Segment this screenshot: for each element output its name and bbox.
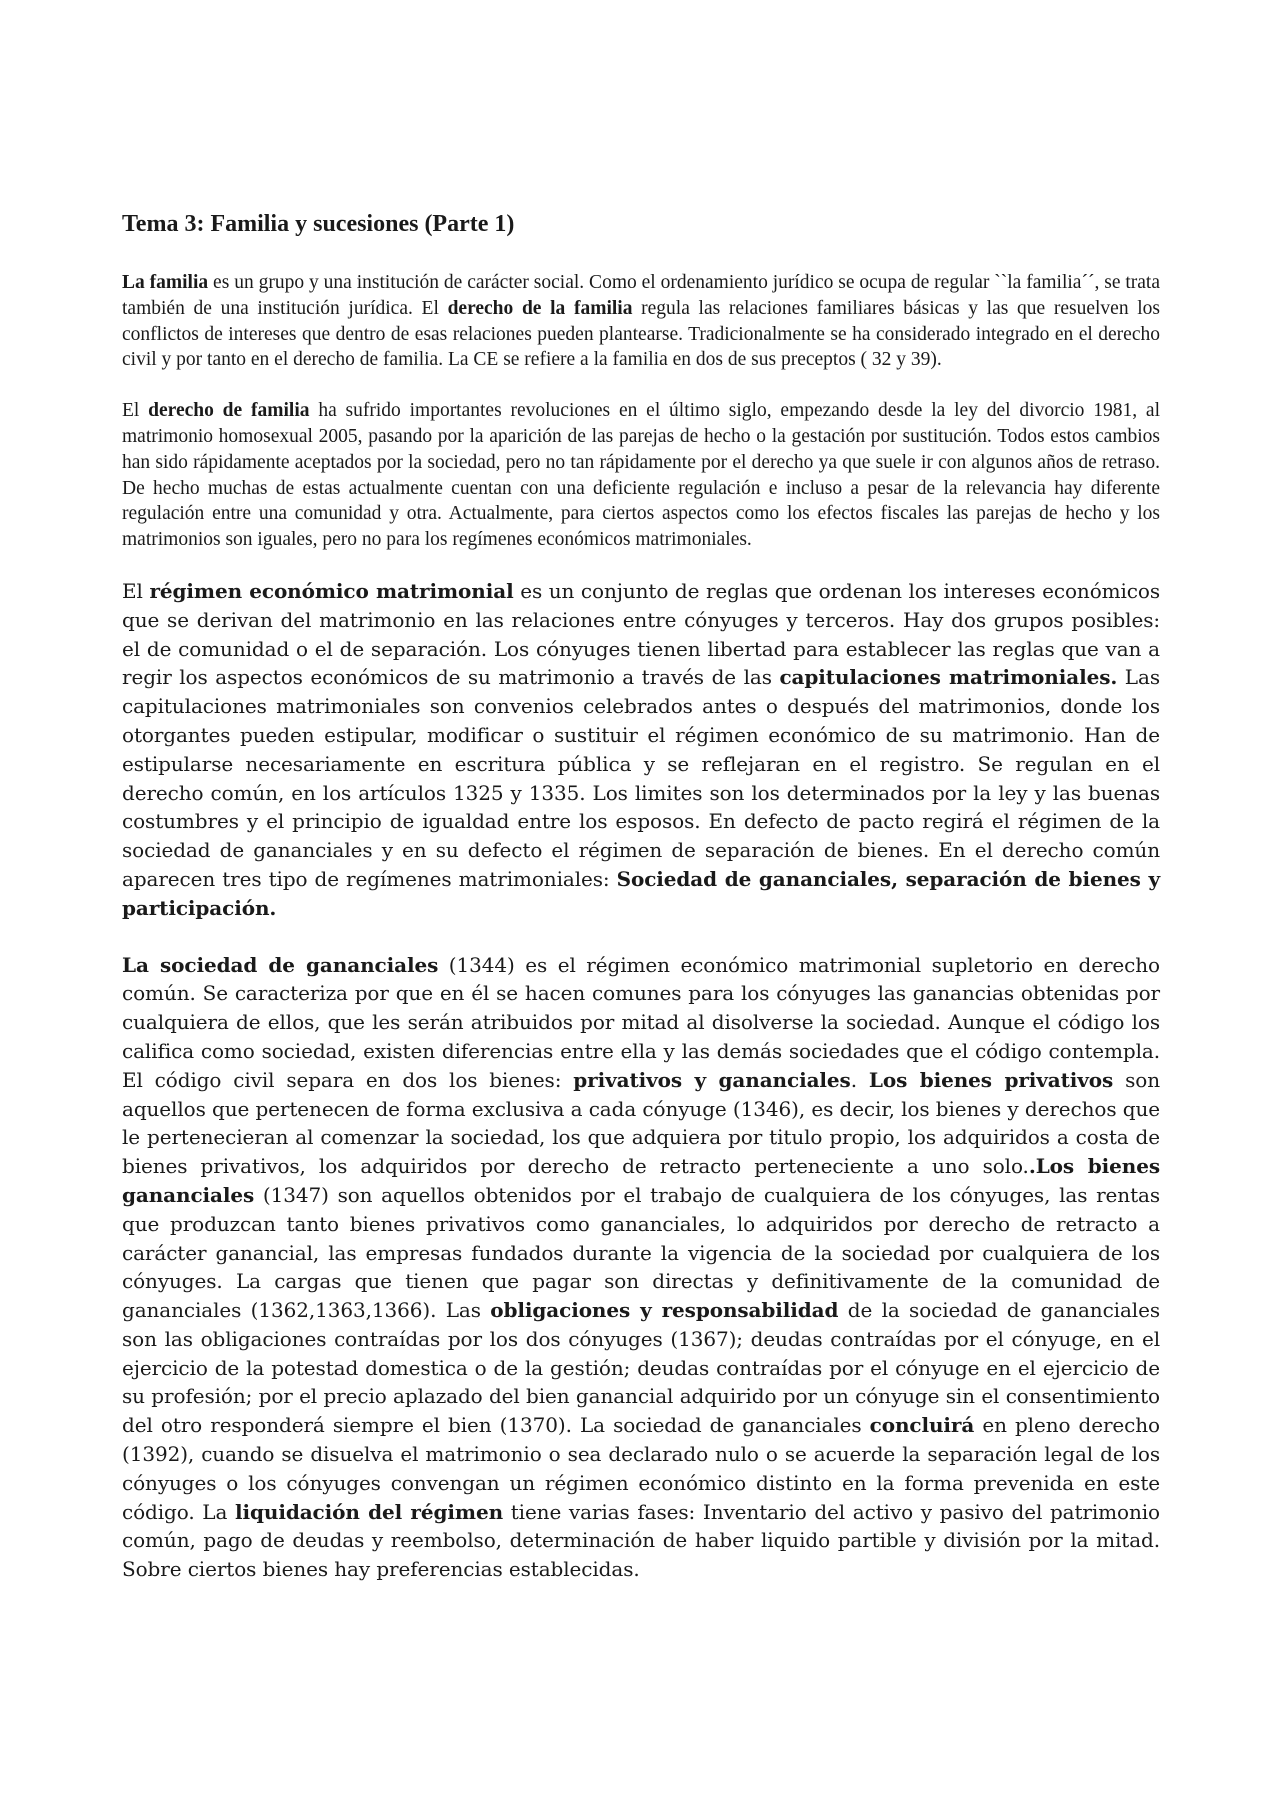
document-body [122, 206, 1160, 1584]
bold-term: derecho de la familia [447, 297, 633, 319]
text-run: . [850, 1067, 869, 1092]
bold-term: Sociedad de gananciales, separación de bienes y participación. [122, 866, 1160, 920]
text-run: El [122, 578, 150, 603]
bold-term: liquidación del régimen [235, 1499, 504, 1524]
paragraph-derecho-de-familia [122, 398, 1160, 553]
text-run: Las capitulaciones matrimoniales son convenios celebrados antes o después del matrimonios, donde los otorgantes pueden estipular, modificar o sustituir el régimen económico de su matrimonio. Han de estipularse necesariamente en escritura pública y se reflejaran en el registro. Se regulan en el derecho común, en los artículos 1325 y 1335. Los limites son los determinados por la ley y las buenas costumbres y el principio de igualdad entre los esposos. En defecto de pacto regirá el régimen de la sociedad de gananciales y en su defecto el régimen de separación de bienes. En el derecho común aparecen tres tipo de regímenes matrimoniales: [122, 665, 1160, 891]
bold-term: .Los bienes gananciales [122, 1154, 1160, 1207]
text-run: regula las relaciones familiares básicas y las que resuelven los conflictos de intereses que dentro de esas relaciones pueden plantearse. Tradicionalmente se ha considerado integrado en el derecho civil y por tanto en el derecho de familia. La CE se refiere a la familia en dos de sus preceptos ( 32 y 39). [122, 297, 1161, 371]
bold-term: Los bienes privativos [868, 1067, 1114, 1092]
bold-term: régimen económico matrimonial [149, 578, 514, 603]
text-run: en pleno derecho (1392), cuando se disuelva el matrimonio o sea declarado nulo o se acuerde la separación legal de los cónyuges o los cónyuges convengan un régimen económico distinto en la forma prevenida en este código. La [122, 1413, 1160, 1524]
text-run: (1347) son aquellos obtenidos por el trabajo de cualquiera de los cónyuges, las rentas que produzcan tanto bienes privativos como gananciales, lo adquiridos por derecho de retracto a carácter ganancial, las empresas fundados durante la vigencia de la sociedad por cualquiera de los cónyuges. La cargas que tienen que pagar son directas y definitivamente de la comunidad de gananciales (1362,1363,1366). Las [122, 1182, 1160, 1323]
text-run: es un grupo y una institución de carácter social. Como el ordenamiento jurídico se ocupa de regular ``la familia´´, se trata también de una institución jurídica. El [122, 272, 1161, 319]
bold-term: capitulaciones matrimoniales. [779, 665, 1118, 690]
text-run: ha sufrido importantes revoluciones en el último siglo, empezando desde la ley del divorcio 1981, al matrimonio homosexual 2005, pasando por la aparición de las parejas de hecho o la gestación por sustitución. Todos estos cambios han sido rápidamente aceptados por la sociedad, pero no tan rápidamente por el derecho ya que suele ir con algunos años de retraso. De hecho muchas de estas actualmente cuentan con una deficiente regulación e incluso a pesar de la relevancia hay diferente regulación entre una comunidad y otra. Actualmente, para ciertos aspectos como los efectos fiscales las parejas de hecho y los matrimonios son iguales, pero no para los regímenes económicos matrimoniales. [122, 400, 1160, 551]
text-run: El [122, 400, 149, 422]
paragraph-sociedad-gananciales [122, 951, 1160, 1585]
text-run: es un conjunto de reglas que ordenan los intereses económicos que se derivan del matrimonio en las relaciones entre cónyuges y terceros. Hay dos grupos posibles: el de comunidad o el de separación. Los cónyuges tienen libertad para establecer las reglas que van a regir los aspectos económicos de su matrimonio a través de las [122, 578, 1161, 690]
page-title: Tema 3: Familia y sucesiones (Parte 1) [122, 211, 515, 237]
text-run: tiene varias fases: Inventario del activo y pasivo del patrimonio común, pago de deudas y reembolso, determinación de haber liquido partible y división por la mitad. Sobre ciertos bienes hay preferencias establecidas. [122, 1499, 1160, 1582]
paragraph-regimen-economico [122, 577, 1160, 923]
bold-term: derecho de familia [148, 400, 310, 422]
bold-term: concluirá [869, 1413, 975, 1438]
text-run: (1344) es el régimen económico matrimonial supletorio en derecho común. Se caracteriza por que en él se hacen comunes para los cónyuges las ganancias obtenidas por cualquiera de ellos, que les serán atribuidos por mitad al disolverse la sociedad. Aunque el código los califica como sociedad, existen diferencias entre ella y las demás sociedades que el código contempla. El código civil separa en dos los bienes: [122, 952, 1160, 1092]
bold-term: obligaciones y responsabilidad [490, 1298, 839, 1323]
bold-term: La familia [122, 272, 209, 293]
text-run: de la sociedad de gananciales son las obligaciones contraídas por los dos cónyuges (1367); deudas contraídas por el cónyuge, en el ejercicio de la potestad domestica o de la gestión; deudas contraídas por el cónyuge en el ejercicio de su profesión; por el precio aplazado del bien ganancial adquirido por un cónyuge sin el consentimiento del otro responderá siempre el bien (1370). La sociedad de gananciales [122, 1298, 1160, 1438]
text-run: son aquellos que pertenecen de forma exclusiva a cada cónyuge (1346), es decir, los bienes y derechos que le pertenecieran al comenzar la sociedad, los que adquiera por titulo propio, los adquiridos a costa de bienes privativos, los adquiridos por derecho de retracto perteneciente a uno solo. [122, 1067, 1160, 1179]
bold-term: privativos y gananciales [573, 1067, 851, 1092]
paragraph-la-familia [122, 270, 1160, 373]
bold-term: La sociedad de gananciales [122, 952, 439, 977]
